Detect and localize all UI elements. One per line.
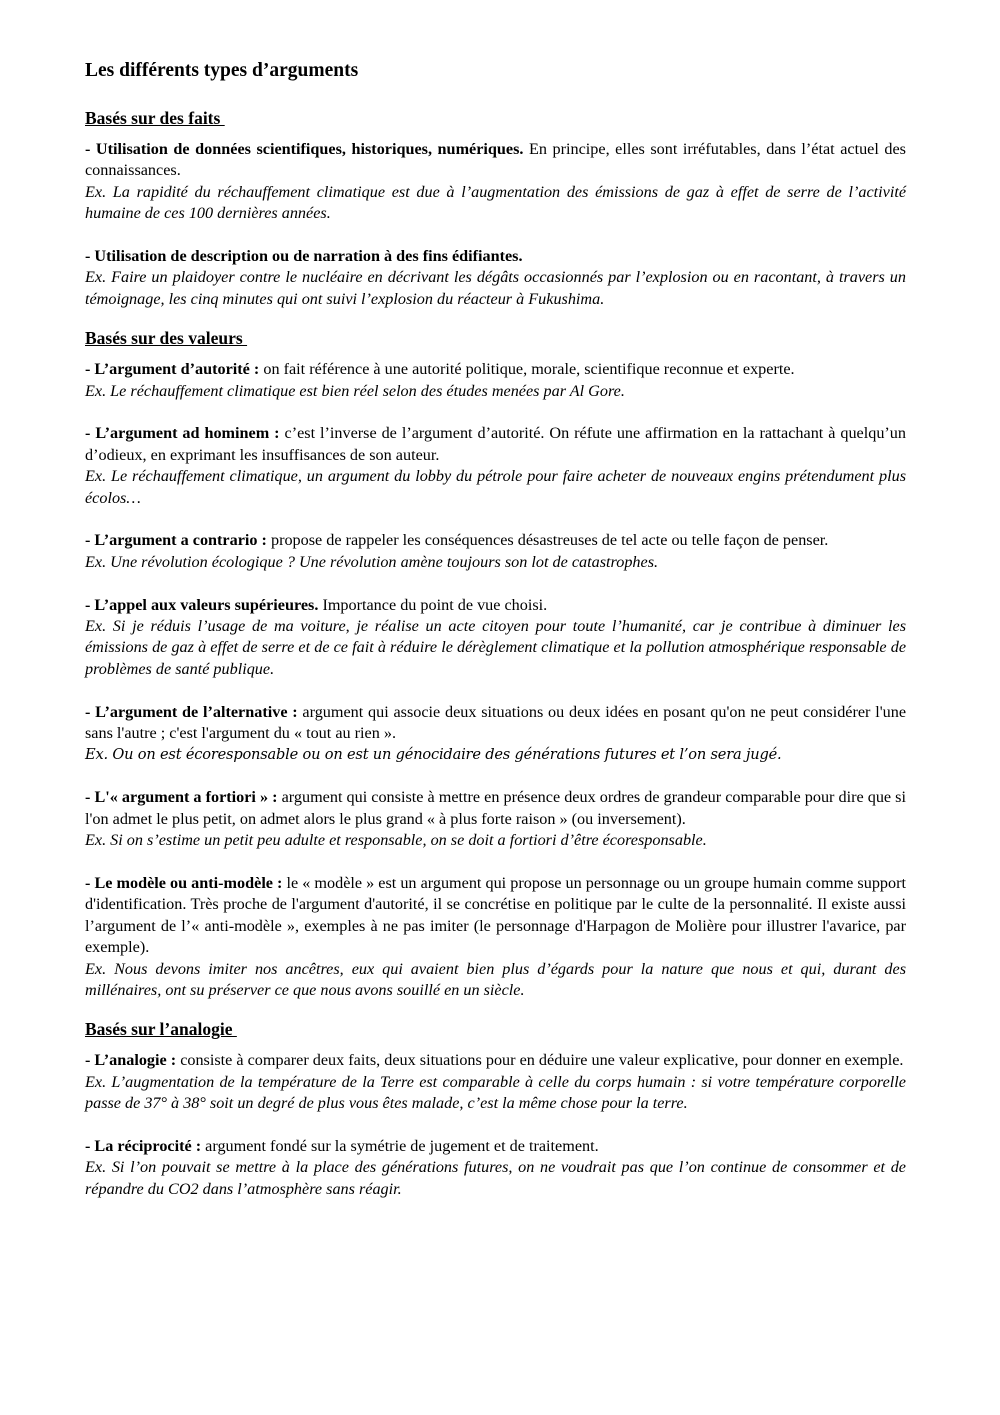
argument-definition bbox=[85, 246, 906, 267]
argument-example: Ex. Si je réduis l’usage de ma voiture, je réalise un acte citoyen pour toute l’humanité, car je contribue à diminuer les émissions de gaz à effet de serre et de ce fait à réduire le dérèglement climatique et la pollution atmosphérique responsable de problèmes de santé publique. bbox=[85, 617, 906, 678]
argument-item bbox=[85, 139, 906, 225]
argument-definition bbox=[85, 873, 906, 959]
argument-item bbox=[85, 787, 906, 851]
page-title: Les différents types d’arguments bbox=[85, 60, 359, 81]
argument-term: - L’argument d’autorité : bbox=[85, 360, 260, 379]
argument-definition bbox=[85, 423, 906, 466]
argument-item bbox=[85, 873, 906, 1001]
section-faits bbox=[85, 106, 906, 310]
section-valeurs bbox=[85, 326, 906, 1001]
argument-item bbox=[85, 1050, 906, 1114]
argument-text: argument qui consiste à mettre en présence deux ordres de grandeur comparable pour dire que si l'on admet le plus petit, on admet alors le plus grand « à plus forte raison » (ou inversement). bbox=[85, 788, 906, 828]
section-heading: Basés sur l’analogie bbox=[85, 1019, 237, 1040]
argument-item bbox=[85, 702, 906, 766]
argument-term: - L’argument a contrario : bbox=[85, 531, 267, 550]
argument-text: argument qui associe deux situations ou deux idées en posant qu'on ne peut considérer l'une sans l'autre ; c'est l'argument du « tout au rien ». bbox=[85, 702, 907, 743]
argument-example: Ex. Faire un plaidoyer contre le nucléaire en décrivant les dégâts occasionnés par l’explosion ou en racontant, à travers un témoignage, les cinq minutes qui ont suivi l’explosion du réacteur à Fukushima. bbox=[85, 268, 906, 308]
argument-definition bbox=[85, 787, 906, 830]
argument-definition bbox=[85, 139, 906, 182]
argument-term: - L’analogie : bbox=[85, 1051, 177, 1070]
argument-term: - L’argument de l’alternative : bbox=[85, 702, 298, 721]
argument-term: - Utilisation de données scientifiques, historiques, numériques. bbox=[85, 140, 524, 158]
argument-term: - L’appel aux valeurs supérieures. bbox=[85, 595, 319, 614]
argument-definition bbox=[85, 1050, 906, 1071]
argument-term: - L’argument ad hominem : bbox=[85, 424, 280, 443]
argument-definition bbox=[85, 359, 906, 380]
argument-text: c’est l’inverse de l’argument d’autorité. On réfute une affirmation en la rattachant à quelqu’un d’odieux, en exprimant les insuffisances de son auteur. bbox=[85, 424, 906, 464]
argument-example: Ex. Le réchauffement climatique, un argument du lobby du pétrole pour faire acheter de nouveaux engins prétendument plus écolos… bbox=[85, 467, 906, 507]
argument-definition bbox=[85, 702, 906, 745]
argument-text: En principe, elles sont irréfutables, dans l’état actuel des connaissances. bbox=[85, 140, 906, 180]
argument-term: - L'« argument a fortiori » : bbox=[85, 788, 278, 807]
argument-example: Ex. La rapidité du réchauffement climatique est due à l’augmentation des émissions de gaz à effet de serre de l’activité humaine de ces 100 dernières années. bbox=[85, 182, 906, 223]
argument-example: Ex. Si on s’estime un petit peu adulte et responsable, on se doit a fortiori d’être écoresponsable. bbox=[85, 831, 707, 850]
argument-text: argument fondé sur la symétrie de jugement et de traitement. bbox=[201, 1136, 599, 1155]
argument-text: le « modèle » est un argument qui propose un personnage ou un groupe humain comme support d'identification. Très proche de l'argument d'autorité, il se concrétise en politique par le culte de la personnalité. Il existe aussi l’argument de l’« anti-modèle », exemples à ne pas imiter (le personnage d'Harpagon de Molière pour illustrer l'avarice, par exemple). bbox=[85, 873, 906, 957]
argument-example: Ex. Si l’on pouvait se mettre à la place des générations futures, on ne voudrait pas que l’on continue de consommer et de répandre du CO2 dans l’atmosphère sans réagir. bbox=[85, 1158, 906, 1198]
argument-item bbox=[85, 423, 906, 509]
section-heading: Basés sur des faits bbox=[85, 108, 225, 128]
argument-definition bbox=[85, 595, 906, 616]
document-page bbox=[85, 58, 906, 1222]
argument-item bbox=[85, 246, 906, 310]
argument-term: - Le modèle ou anti-modèle : bbox=[85, 873, 283, 892]
argument-example: Ex. Le réchauffement climatique est bien réel selon des études menées par Al Gore. bbox=[85, 381, 625, 400]
argument-item bbox=[85, 530, 906, 573]
argument-item bbox=[85, 359, 906, 402]
argument-text: Importance du point de vue choisi. bbox=[318, 595, 548, 614]
argument-text: on fait référence à une autorité politique, morale, scientifique reconnue et experte. bbox=[259, 360, 795, 379]
argument-example: Ex. Nous devons imiter nos ancêtres, eux qui avaient bien plus d’égards pour la nature que nous et qui, durant des millénaires, ont su préserver ce que nous avons souillé en un siècle. bbox=[85, 959, 906, 999]
argument-example: Ex. L’augmentation de la température de la Terre est comparable à celle du corps humain : si votre température corporelle passe de 37° à 38° soit un degré de plus vous êtes malade, c’est la même chose pour la terre. bbox=[85, 1072, 906, 1113]
argument-definition bbox=[85, 530, 906, 551]
argument-term: - La réciprocité : bbox=[85, 1136, 202, 1155]
argument-item bbox=[85, 1136, 906, 1200]
argument-example: Ex. Une révolution écologique ? Une révolution amène toujours son lot de catastrophes. bbox=[85, 552, 659, 571]
argument-example: Ex. Ou on est écoresponsable ou on est un génocidaire des générations futures et l’on sera jugé. bbox=[85, 746, 782, 764]
section-analogie bbox=[85, 1017, 906, 1200]
argument-term: - Utilisation de description ou de narration à des fins édifiantes. bbox=[85, 247, 523, 266]
argument-text: consiste à comparer deux faits, deux situations pour en déduire une valeur explicative, pour donner en exemple. bbox=[176, 1051, 904, 1070]
argument-definition bbox=[85, 1136, 906, 1157]
section-heading: Basés sur des valeurs bbox=[85, 328, 248, 349]
argument-text: propose de rappeler les conséquences désastreuses de tel acte ou telle façon de penser. bbox=[266, 531, 829, 550]
argument-item bbox=[85, 595, 906, 681]
